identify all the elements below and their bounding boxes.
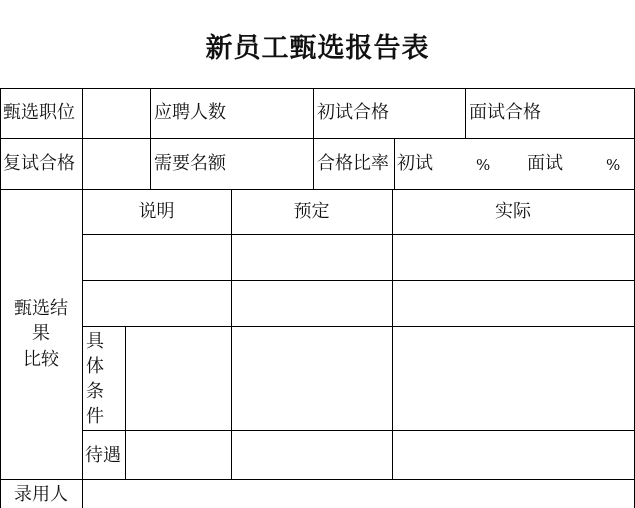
page-title: 新员工甄选报告表 xyxy=(205,33,430,64)
retest-pass-label: 复试合格 xyxy=(3,153,75,174)
interview-label: 面试 xyxy=(527,153,563,174)
comparison-label-3: 比较 xyxy=(23,349,59,370)
conditions-label-3: 条 xyxy=(86,381,104,402)
conditions-label-4: 件 xyxy=(86,406,104,427)
conditions-label-2: 体 xyxy=(86,356,104,377)
first-label: 初试 xyxy=(397,153,433,174)
table-line xyxy=(0,88,635,89)
pass-ratio-label: 合格比率 xyxy=(317,153,389,174)
col-description: 说明 xyxy=(138,201,175,222)
table-line xyxy=(150,88,151,189)
applicants-label: 应聘人数 xyxy=(154,102,226,123)
table-line xyxy=(465,88,466,138)
comparison-label-1: 甄选结 xyxy=(14,298,68,319)
position-label: 甄选职位 xyxy=(3,102,75,123)
table-line xyxy=(392,189,393,479)
percent-first: % xyxy=(476,156,491,174)
table-line xyxy=(231,189,232,479)
needed-label: 需要名额 xyxy=(154,153,226,174)
treatment-label: 待遇 xyxy=(85,445,121,466)
table-line xyxy=(82,280,635,281)
table-line xyxy=(82,234,635,235)
table-line xyxy=(82,430,635,431)
table-line xyxy=(82,326,635,327)
hired-label: 录用人 xyxy=(14,484,68,505)
table-line xyxy=(313,88,314,189)
percent-interview: % xyxy=(606,156,621,174)
table-line xyxy=(394,138,395,189)
table-line xyxy=(0,138,635,139)
comparison-label-2: 果 xyxy=(32,323,50,344)
first-pass-label: 初试合格 xyxy=(317,102,389,123)
interview-pass-label: 面试合格 xyxy=(469,102,541,123)
table-line xyxy=(125,326,126,479)
col-planned: 预定 xyxy=(293,201,330,222)
conditions-label-1: 具 xyxy=(86,331,104,352)
col-actual: 实际 xyxy=(495,201,531,222)
table-line xyxy=(0,189,635,190)
table-line xyxy=(82,88,83,508)
table-line xyxy=(0,479,635,480)
